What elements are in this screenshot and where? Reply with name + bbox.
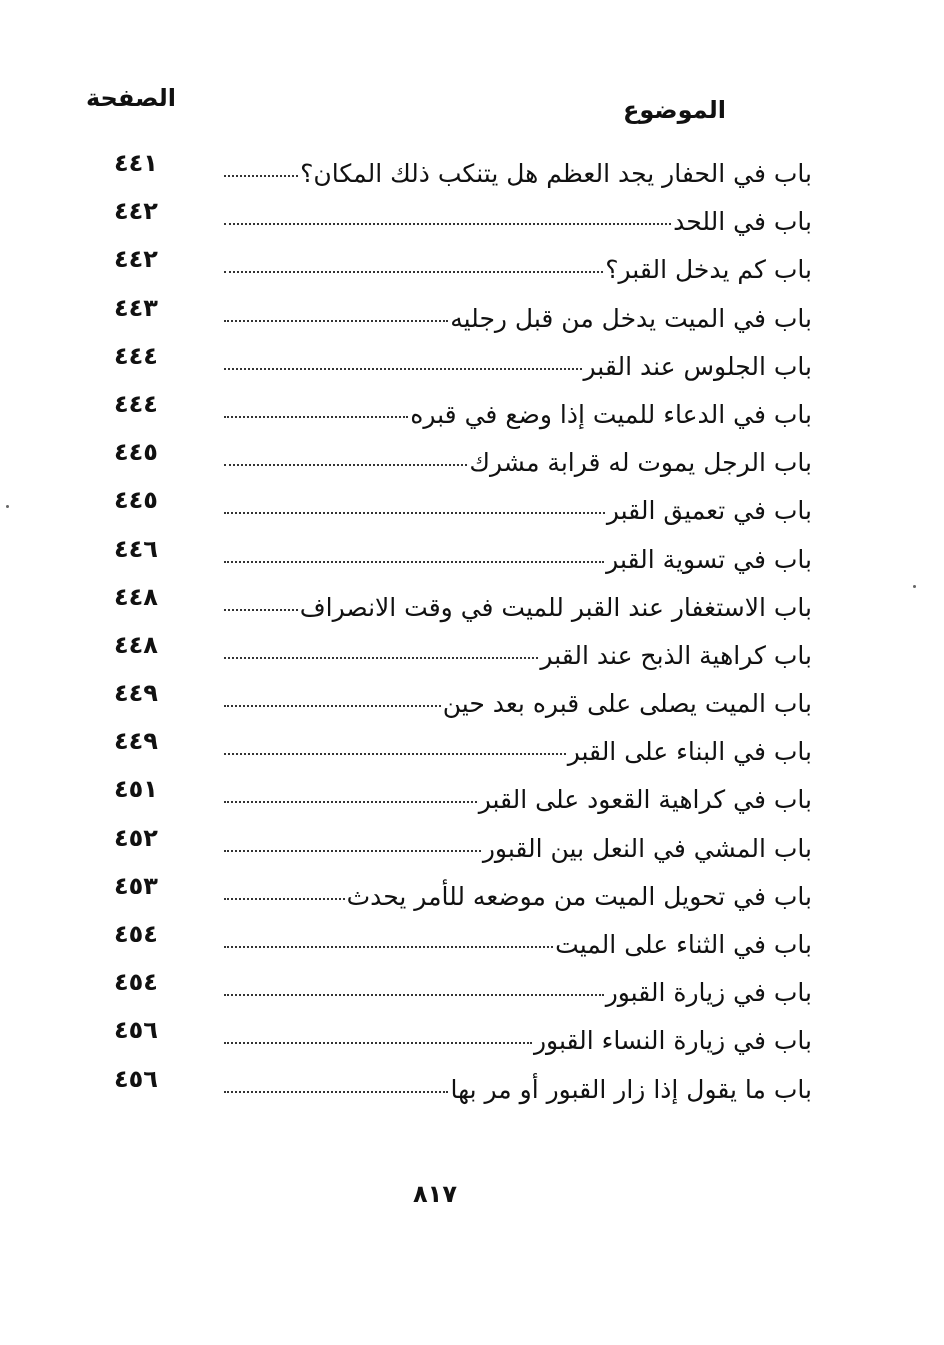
toc-page-number: ٤٤١ (114, 149, 158, 177)
toc-row (100, 338, 812, 386)
toc-page-number: ٤٤٥ (114, 438, 158, 467)
toc-entry (222, 1026, 812, 1055)
toc-row (100, 386, 812, 434)
toc-entry-title: باب في تعميق القبر (606, 496, 812, 526)
dot-leader (224, 223, 671, 225)
dot-leader (224, 464, 467, 466)
toc-entry-title: باب في تحويل الميت من موضعه للأمر يحدث (346, 881, 812, 911)
toc-page-number: ٤٤٤ (114, 389, 158, 418)
toc-entry-title: باب ما يقول إذا زار القبور أو مر بها (450, 1074, 812, 1104)
toc-entry (222, 737, 812, 766)
toc-entry (222, 448, 812, 477)
toc-page-number: ٤٤٢ (114, 245, 158, 274)
toc-page-number: ٤٥٣ (114, 871, 158, 900)
toc-page-number: ٤٥١ (114, 775, 158, 804)
scan-speck (6, 505, 9, 508)
toc-page-number: ٤٤٦ (114, 534, 158, 563)
toc-entry-title: باب كراهية الذبح عند القبر (540, 640, 812, 670)
scan-speck (913, 585, 916, 588)
toc-entry-title: باب في الحفار يجد العظم هل يتنكب ذلك المكان؟ (300, 159, 812, 188)
toc-entry-title: باب الجلوس عند القبر (583, 351, 812, 381)
toc-entry (222, 785, 812, 814)
toc-entry-title: باب في الثناء على الميت (555, 930, 812, 959)
toc-page-number: ٤٥٢ (114, 823, 158, 852)
toc-page-number: ٤٥٦ (114, 1016, 158, 1045)
toc-row (100, 1061, 812, 1109)
toc-row (100, 145, 812, 193)
toc-page-number: ٤٤٩ (114, 727, 158, 756)
toc-entry (222, 978, 812, 1007)
toc-row (100, 916, 812, 964)
toc-entry (222, 304, 812, 333)
toc-page-number: ٤٥٤ (114, 920, 158, 948)
toc-row (100, 964, 812, 1012)
toc-row (100, 771, 812, 819)
dot-leader (224, 657, 538, 659)
toc-entry (222, 1075, 812, 1104)
toc-row (100, 675, 812, 723)
dot-leader (224, 801, 477, 803)
toc-row (100, 1012, 812, 1060)
toc-page-number: ٤٤٨ (114, 582, 158, 611)
toc-page-number: ٤٤٨ (114, 630, 158, 659)
dot-leader (224, 850, 481, 852)
toc-entry (222, 159, 812, 188)
toc-row (100, 482, 812, 530)
toc-row (100, 723, 812, 771)
toc-row (100, 241, 812, 289)
toc-row (100, 531, 812, 579)
toc-entry (222, 352, 812, 381)
toc-page-number: ٤٤٢ (114, 197, 158, 226)
dot-leader (224, 994, 604, 996)
dot-leader (224, 898, 345, 900)
toc-entry-title: باب الاستغفار عند القبر للميت في وقت الانصراف (299, 592, 812, 622)
toc-entry-title: باب في الدعاء للميت إذا وضع في قبره (410, 399, 812, 429)
dot-leader (224, 609, 298, 611)
toc-entry (222, 689, 812, 718)
dot-leader (224, 368, 582, 370)
toc-entry (222, 834, 812, 863)
toc-page-number: ٤٤٩ (114, 679, 158, 708)
folio-page-number: ٨١٧ (413, 1180, 457, 1208)
toc-entry-title: باب كم يدخل القبر؟ (605, 255, 812, 285)
toc-entry (222, 255, 812, 284)
dot-leader (224, 512, 605, 514)
dot-leader (224, 561, 604, 563)
subject-column-header: الموضوع (622, 96, 726, 124)
toc-row (100, 579, 812, 627)
toc-row (100, 434, 812, 482)
toc-page-number: ٤٤٥ (114, 486, 158, 515)
toc-row (100, 627, 812, 675)
toc-page-number: ٤٤٣ (114, 293, 158, 322)
toc-page-number: ٤٥٦ (114, 1064, 158, 1093)
toc-entry-title: باب في زيارة النساء القبور (533, 1026, 812, 1056)
dot-leader (224, 946, 553, 948)
toc-entry-title: باب في البناء على القبر (567, 737, 812, 767)
toc-entry-title: باب الميت يصلى على قبره بعد حين (442, 689, 812, 719)
dot-leader (224, 271, 603, 273)
toc-entry (222, 400, 812, 429)
dot-leader (224, 1042, 532, 1044)
dot-leader (224, 416, 408, 418)
toc-row (100, 820, 812, 868)
dot-leader (224, 753, 566, 755)
toc-entry (222, 882, 812, 911)
toc-entry (222, 930, 812, 959)
dot-leader (224, 320, 448, 322)
toc-row (100, 290, 812, 338)
toc-row (100, 868, 812, 916)
toc-entry (222, 207, 812, 236)
page-column-header: الصفحة (85, 84, 176, 112)
toc-entry-title: باب في الميت يدخل من قبل رجليه (450, 303, 812, 333)
toc-row (100, 193, 812, 241)
toc-page-number: ٤٥٤ (114, 968, 158, 997)
toc-entry-title: باب في زيارة القبور (605, 978, 812, 1008)
table-of-contents (100, 145, 812, 1109)
toc-entry-title: باب في اللحد (673, 207, 812, 237)
toc-entry (222, 496, 812, 525)
toc-entry (222, 641, 812, 670)
toc-entry (222, 593, 812, 622)
toc-entry (222, 545, 812, 574)
toc-entry-title: باب المشي في النعل بين القبور (482, 833, 812, 863)
toc-entry-title: باب في كراهية القعود على القبر (478, 785, 812, 815)
dot-leader (224, 705, 441, 707)
toc-entry-title: باب في تسوية القبر (606, 544, 812, 574)
dot-leader (224, 175, 298, 177)
dot-leader (224, 1091, 448, 1093)
toc-page-number: ٤٤٤ (114, 341, 158, 370)
toc-entry-title: باب الرجل يموت له قرابة مشرك (469, 448, 812, 478)
